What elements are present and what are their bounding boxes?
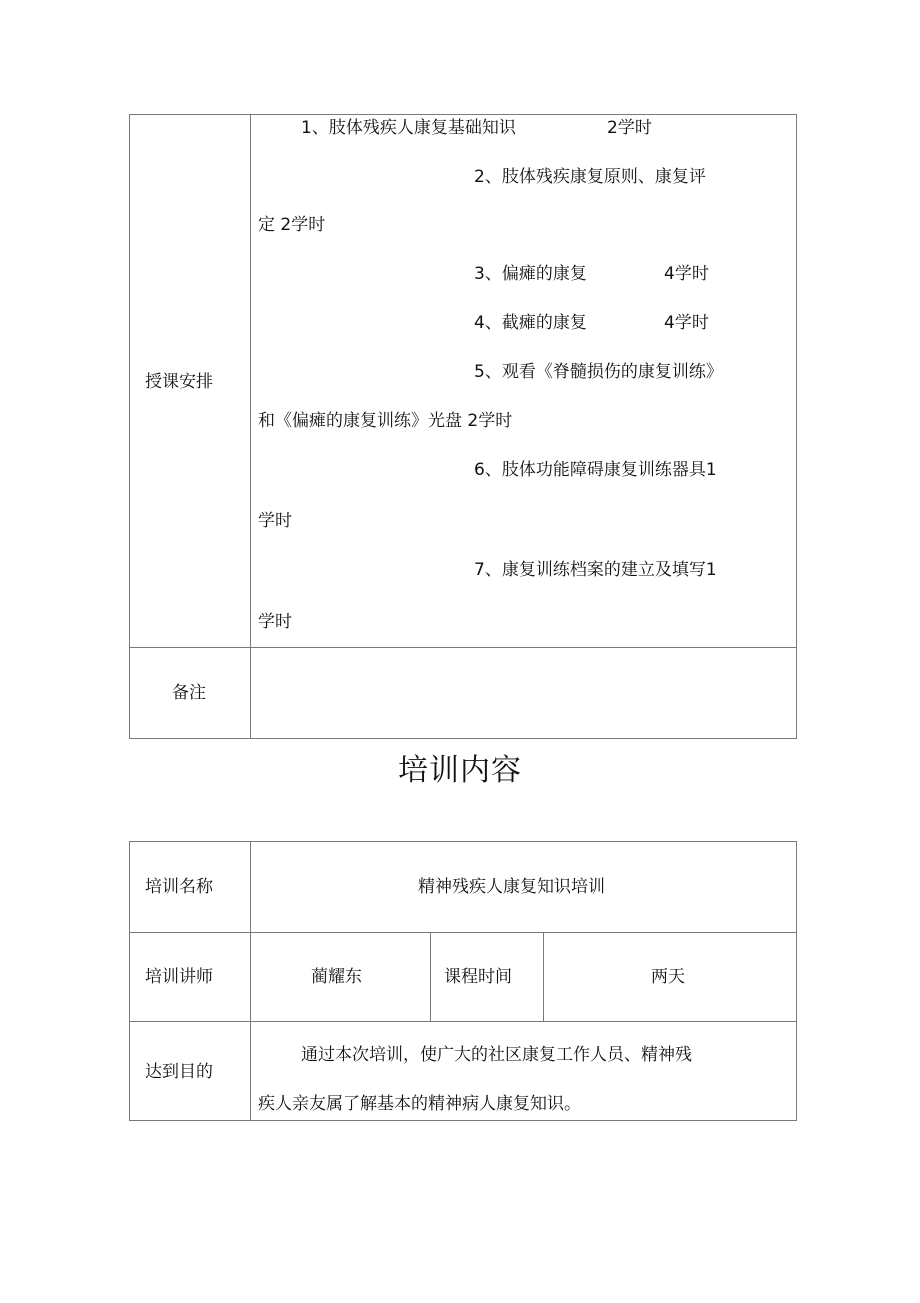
schedule-line: 2学时 — [607, 118, 652, 138]
table-border — [129, 647, 797, 648]
table-border — [129, 841, 130, 1121]
table-border — [129, 1021, 797, 1022]
schedule-line: 学时 — [258, 511, 292, 531]
section-title: 培训内容 — [398, 753, 522, 788]
goal-text: 疾人亲友属了解基本的精神病人康复知识。 — [258, 1094, 581, 1114]
training-name-label: 培训名称 — [145, 877, 213, 897]
schedule-line: 2、肢体残疾康复原则、康复评 — [474, 167, 706, 187]
goal-text: 通过本次培训，使广大的社区康复工作人员、精神残 — [301, 1045, 692, 1065]
remarks-label: 备注 — [172, 683, 206, 703]
table-border — [129, 841, 797, 842]
table-border — [129, 114, 797, 115]
table-border — [129, 932, 797, 933]
table-border — [796, 114, 797, 739]
table-border — [430, 932, 431, 1022]
schedule-line: 学时 — [258, 612, 292, 632]
schedule-line: 和《偏瘫的康复训练》光盘 2学时 — [258, 411, 513, 431]
schedule-line: 3、偏瘫的康复 — [474, 264, 587, 284]
lecturer-label: 培训讲师 — [145, 967, 213, 987]
schedule-line: 1、肢体残疾人康复基础知识 — [301, 118, 516, 138]
duration-label: 课程时间 — [444, 967, 512, 987]
duration-value: 两天 — [651, 967, 685, 987]
schedule-line: 4、截瘫的康复 — [474, 313, 587, 333]
schedule-line: 7、康复训练档案的建立及填写1 — [474, 560, 717, 580]
schedule-line: 4学时 — [664, 264, 709, 284]
table-border — [129, 738, 797, 739]
table-border — [796, 841, 797, 1121]
schedule-line: 定 2学时 — [258, 215, 326, 235]
table-border — [250, 114, 251, 739]
goal-label: 达到目的 — [145, 1062, 213, 1082]
schedule-line: 6、肢体功能障碍康复训练器具1 — [474, 460, 717, 480]
schedule-line: 5、观看《脊髓损伤的康复训练》 — [474, 362, 723, 382]
lecturer-value: 蔺耀东 — [311, 967, 362, 987]
table-border — [129, 114, 130, 739]
table-border — [543, 932, 544, 1022]
training-name-value: 精神残疾人康复知识培训 — [418, 877, 605, 897]
table-border — [250, 841, 251, 1121]
schedule-line: 4学时 — [664, 313, 709, 333]
schedule-label: 授课安排 — [145, 372, 213, 392]
table-border — [129, 1120, 797, 1121]
